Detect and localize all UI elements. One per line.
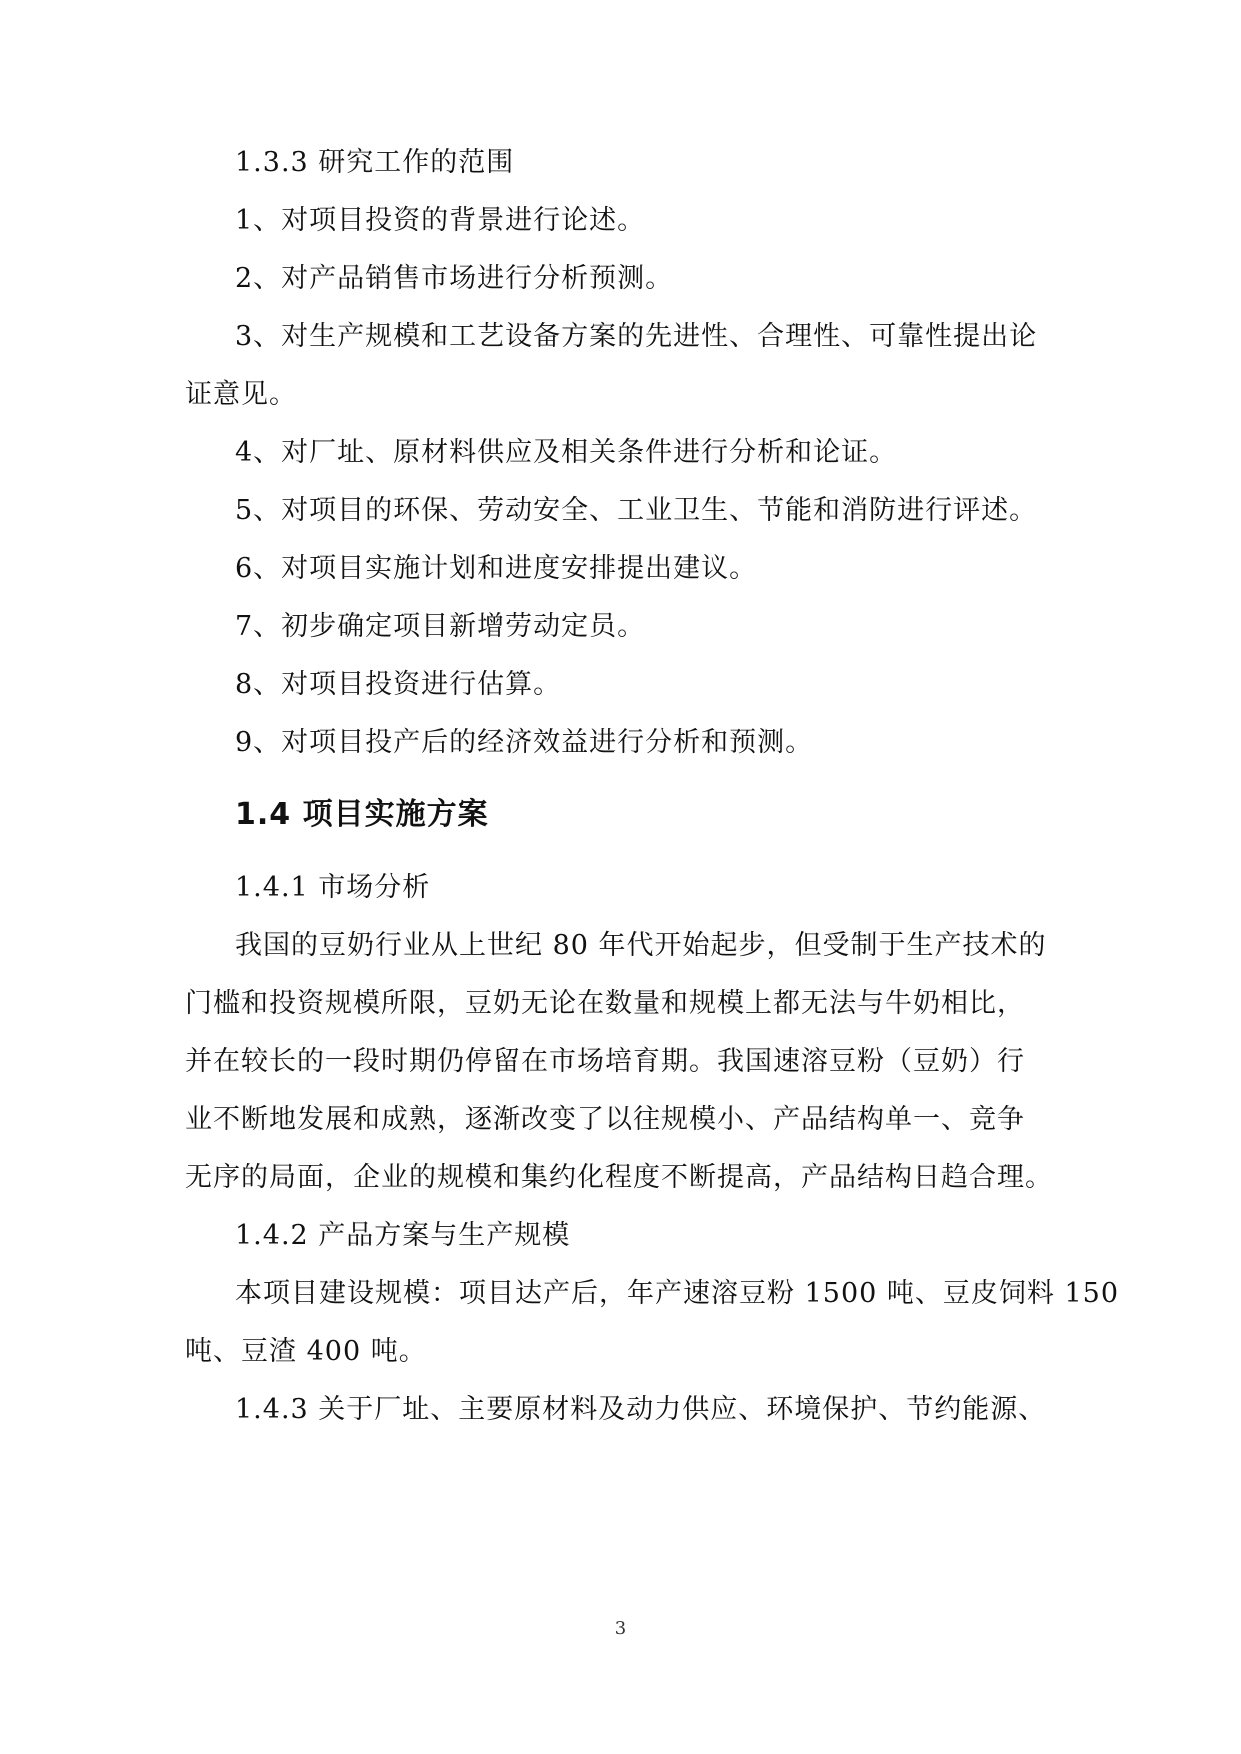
market-analysis-line-2: 门槛和投资规模所限，豆奶无论在数量和规模上都无法与牛奶相比， <box>185 988 1025 1019</box>
section-heading-1-4: 1.4 项目实施方案 <box>235 797 489 832</box>
scope-item-1: 1、对项目投资的背景进行论述。 <box>235 205 646 236</box>
subsection-title-1-4-3: 1.4.3 关于厂址、主要原材料及动力供应、环境保护、节约能源、 <box>235 1394 1047 1425</box>
market-analysis-line-1: 我国的豆奶行业从上世纪 80 年代开始起步，但受制于生产技术的 <box>235 930 1047 961</box>
scope-item-3: 3、对生产规模和工艺设备方案的先进性、合理性、可靠性提出论 <box>235 321 1038 352</box>
scope-item-5: 5、对项目的环保、劳动安全、工业卫生、节能和消防进行评述。 <box>235 495 1038 526</box>
subsection-title-1-4-2: 1.4.2 产品方案与生产规模 <box>235 1220 571 1251</box>
scope-item-8: 8、对项目投资进行估算。 <box>235 669 562 700</box>
market-analysis-line-5: 无序的局面，企业的规模和集约化程度不断提高，产品结构日趋合理。 <box>185 1162 1053 1193</box>
scope-item-7: 7、初步确定项目新增劳动定员。 <box>235 611 646 642</box>
scope-item-3-continued: 证意见。 <box>185 379 297 410</box>
subsection-title-1-3-3: 1.3.3 研究工作的范围 <box>235 147 515 178</box>
subsection-title-1-4-1: 1.4.1 市场分析 <box>235 872 431 903</box>
market-analysis-line-4: 业不断地发展和成熟，逐渐改变了以往规模小、产品结构单一、竞争 <box>185 1104 1025 1135</box>
market-analysis-line-3: 并在较长的一段时期仍停留在市场培育期。我国速溶豆粉（豆奶）行 <box>185 1046 1025 1077</box>
scope-item-6: 6、对项目实施计划和进度安排提出建议。 <box>235 553 758 584</box>
scope-item-9: 9、对项目投产后的经济效益进行分析和预测。 <box>235 727 814 758</box>
production-scale-line-2: 吨、豆渣 400 吨。 <box>185 1336 427 1367</box>
production-scale-line-1: 本项目建设规模：项目达产后，年产速溶豆粉 1500 吨、豆皮饲料 150 <box>235 1278 1119 1309</box>
scope-item-4: 4、对厂址、原材料供应及相关条件进行分析和论证。 <box>235 437 898 468</box>
scope-item-2: 2、对产品销售市场进行分析预测。 <box>235 263 674 294</box>
page-number: 3 <box>614 1618 627 1639</box>
